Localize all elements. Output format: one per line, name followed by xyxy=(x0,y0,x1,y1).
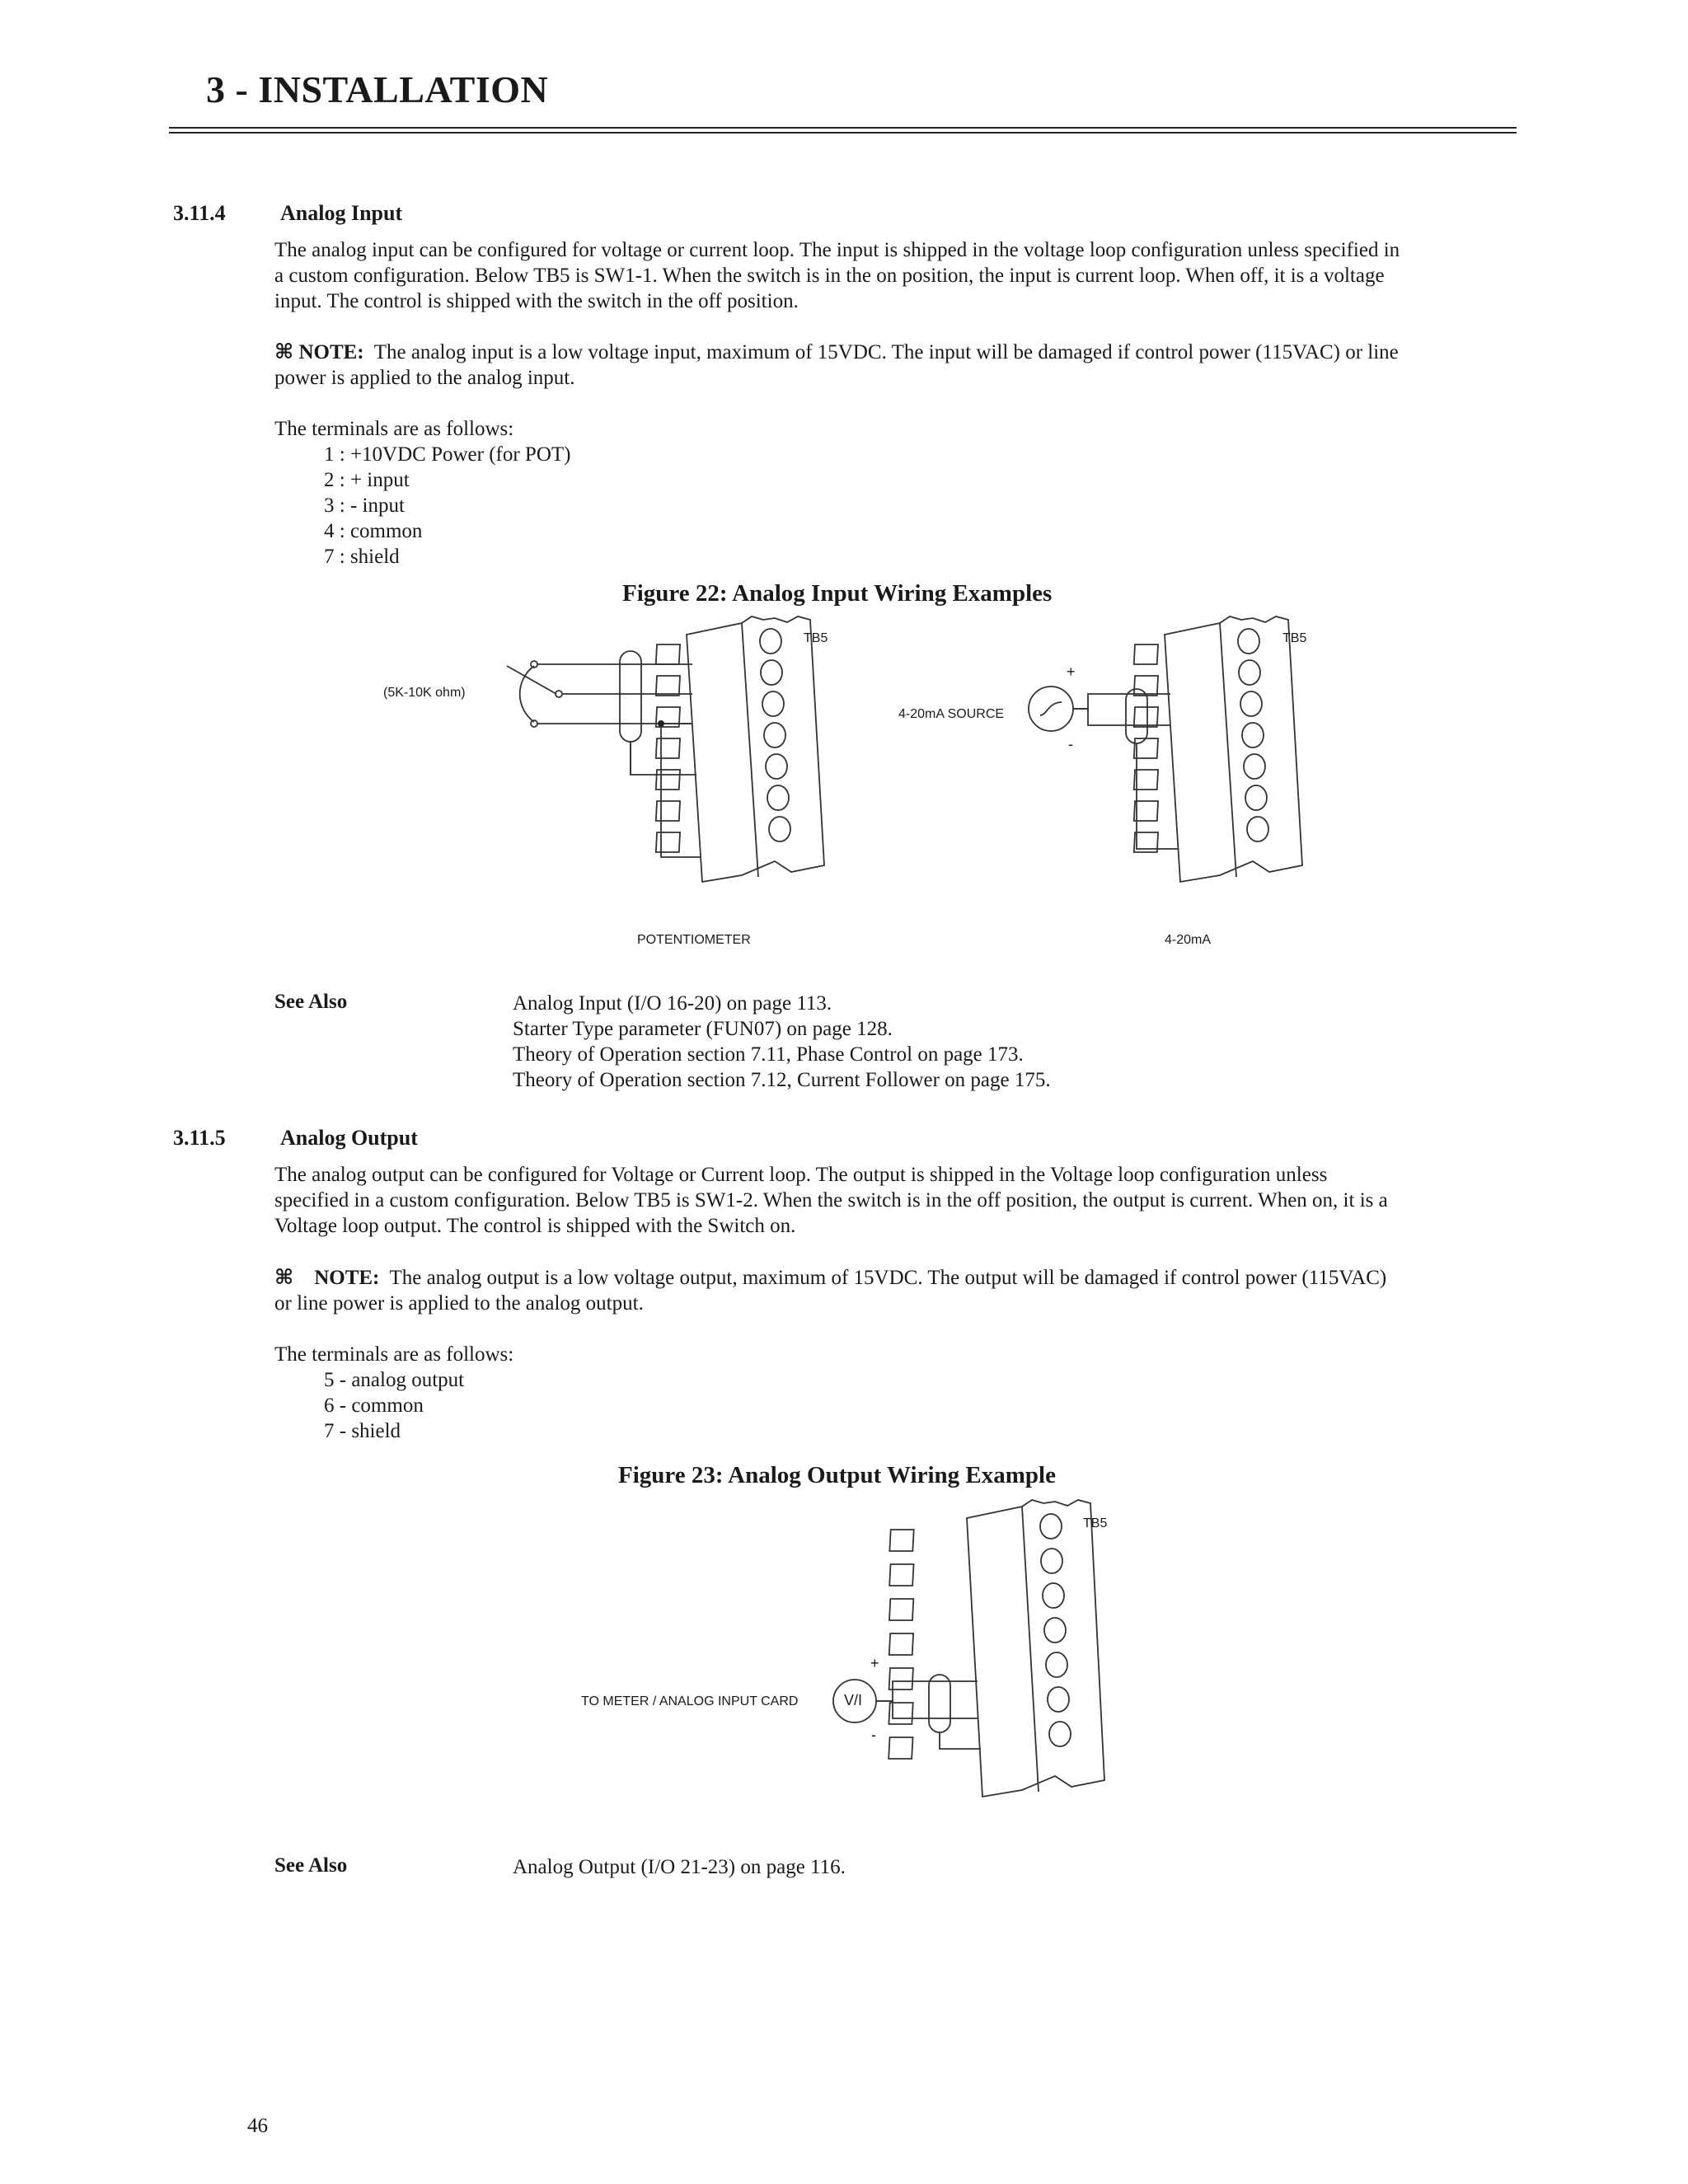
list-item: 5 - analog output xyxy=(324,1369,465,1391)
list-item: Theory of Operation section 7.12, Current Follower on page 175. xyxy=(513,1069,1051,1091)
caption-4-20ma: 4-20mA xyxy=(1165,933,1212,947)
tb5-label-left: TB5 xyxy=(804,631,828,645)
note-symbol-icon: ⌘ xyxy=(274,1267,294,1289)
source-label: 4-20mA SOURCE xyxy=(898,707,1005,721)
caption-potentiometer: POTENTIOMETER xyxy=(637,933,751,947)
cable-shield-output xyxy=(929,1675,950,1732)
see-also-label: See Also xyxy=(274,1854,348,1877)
list-item: 7 : shield xyxy=(324,546,400,568)
list-item: 1 : +10VDC Power (for POT) xyxy=(324,443,571,466)
tb5-label-output: TB5 xyxy=(1083,1516,1108,1530)
note-text: The analog output is a low voltage output, maximum of 15VDC. The output will be damaged if control power (115VAC) xyxy=(389,1267,1387,1289)
note-label: NOTE: xyxy=(314,1267,380,1289)
list-item: Analog Output (I/O 21-23) on page 116. xyxy=(513,1856,846,1878)
note-text: or line power is applied to the analog output. xyxy=(274,1292,644,1315)
vi-label: V/I xyxy=(844,1692,863,1708)
pot-resistance-label: (5K-10K ohm) xyxy=(383,686,466,700)
list-item: Starter Type parameter (FUN07) on page 128. xyxy=(513,1018,893,1040)
plus-label: + xyxy=(1067,663,1076,680)
note-text: power is applied to the analog input. xyxy=(274,367,575,389)
minus-label: - xyxy=(1068,736,1073,752)
list-item: 2 : + input xyxy=(324,469,410,491)
tb5-label-right: TB5 xyxy=(1282,631,1307,645)
list-item: 7 - shield xyxy=(324,1420,401,1442)
plus-label: + xyxy=(870,1655,879,1671)
paragraph-line: a custom configuration. Below TB5 is SW1-1. When the switch is in the on position, the input is current loop. When off, it is a voltage xyxy=(274,265,1385,287)
terminals-intro: The terminals are as follows: xyxy=(274,418,514,440)
meter-label: TO METER / ANALOG INPUT CARD xyxy=(581,1694,799,1708)
see-also-list xyxy=(513,1854,846,1880)
note-text: The analog input is a low voltage input, maximum of 15VDC. The input will be damaged if control power (115VAC) or line xyxy=(373,341,1399,363)
paragraph-line: Voltage loop output. The control is shipped with the Switch on. xyxy=(274,1215,796,1237)
note-label: NOTE: xyxy=(298,341,364,363)
list-item: Analog Input (I/O 16-20) on page 113. xyxy=(513,992,832,1015)
chapter-title: 3 - INSTALLATION xyxy=(206,68,549,110)
terminal-block-output xyxy=(889,1500,1104,1797)
paragraph-line: The analog input can be configured for voltage or current loop. The input is shipped in the voltage loop configuration unless specified in xyxy=(274,239,1400,261)
section-number: 3.11.4 xyxy=(173,201,226,225)
paragraph-line: The analog output can be configured for Voltage or Current loop. The output is shipped in the Voltage loop configuration unless xyxy=(274,1164,1328,1186)
terminals-intro: The terminals are as follows: xyxy=(274,1343,514,1366)
list-item: 4 : common xyxy=(324,520,423,542)
paragraph-line: specified in a custom configuration. Below TB5 is SW1-2. When the switch is in the off position, the output is current. When on, it is a xyxy=(274,1189,1388,1212)
list-item: Theory of Operation section 7.11, Phase Control on page 173. xyxy=(513,1043,1024,1066)
list-item: 6 - common xyxy=(324,1394,424,1417)
section-title: Analog Input xyxy=(280,201,403,225)
section-title: Analog Output xyxy=(280,1126,418,1150)
figure-22-title: Figure 22: Analog Input Wiring Examples xyxy=(622,580,1053,607)
note-symbol-icon: ⌘ xyxy=(274,341,294,363)
list-item: 3 : - input xyxy=(324,494,405,517)
minus-label: - xyxy=(871,1727,876,1743)
section-number: 3.11.5 xyxy=(173,1126,226,1150)
figure-23-title: Figure 23: Analog Output Wiring Example xyxy=(618,1462,1056,1488)
paragraph-line: input. The control is shipped with the switch in the off position. xyxy=(274,290,799,312)
see-also-label: See Also xyxy=(274,991,348,1013)
page-number: 46 xyxy=(247,2115,268,2137)
